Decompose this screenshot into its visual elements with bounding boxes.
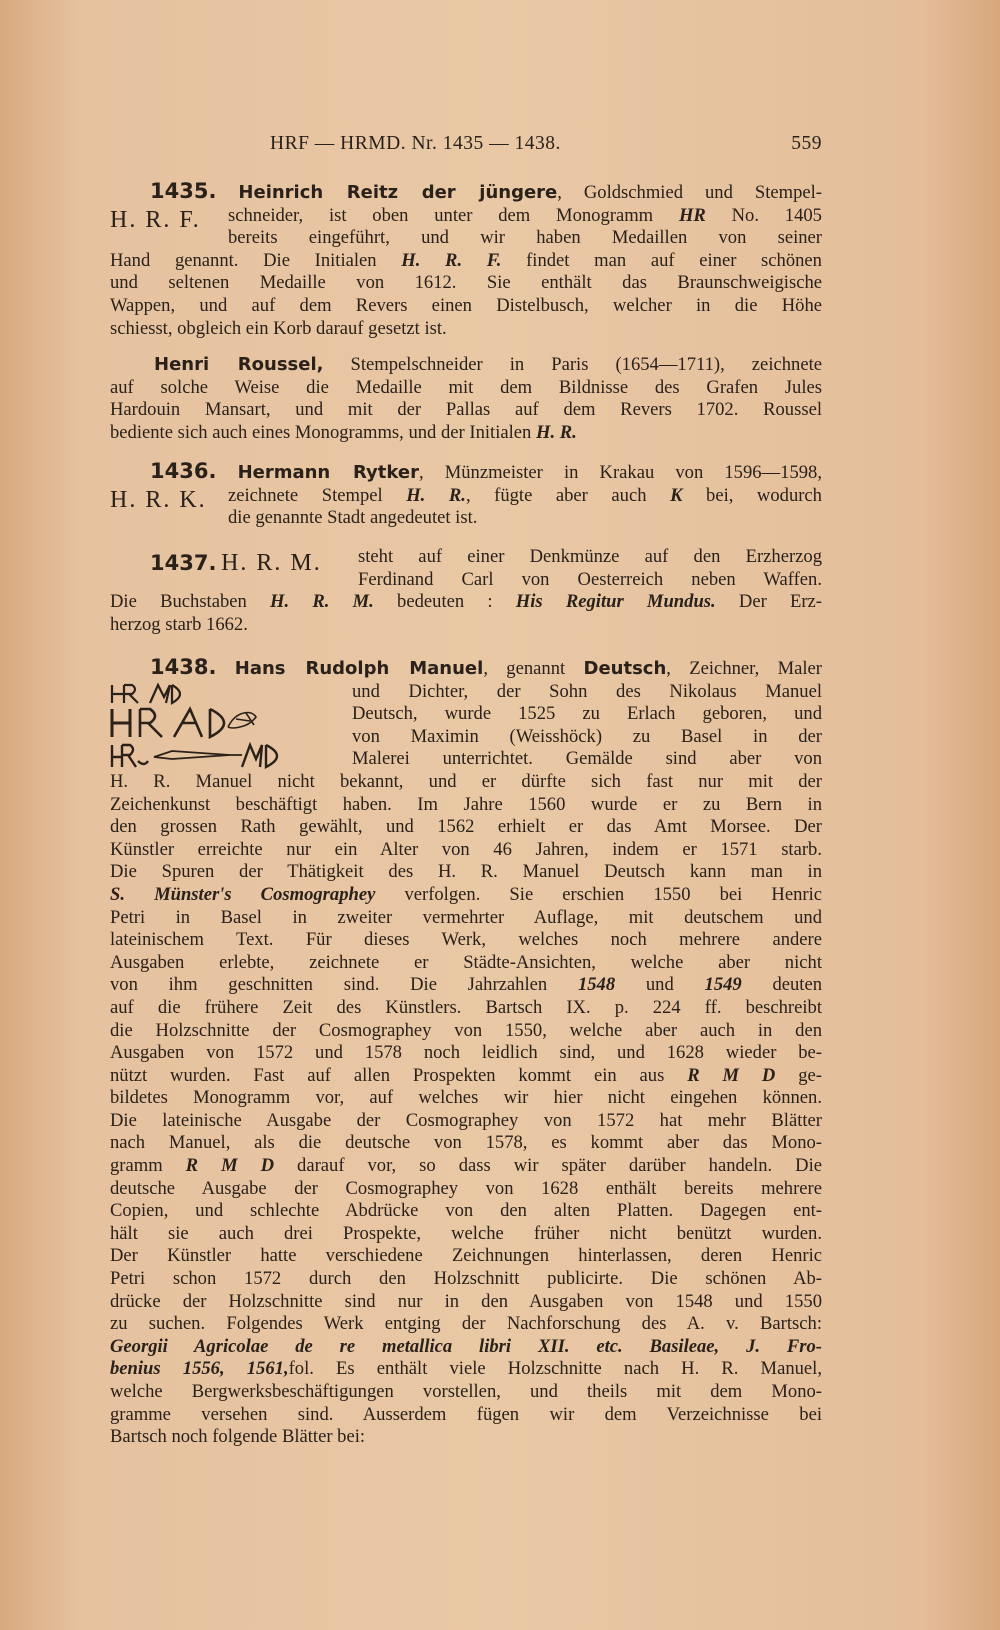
monogram-hr: HR bbox=[678, 204, 706, 226]
entry-roussel: Henri Roussel, Stempelschneider in Paris (1654—1711), zeichnete auf solche Weise die Medaille mit dem Bildnisse des Grafen Jules Hardouin Mansart, und mit der Pallas auf dem Revers 1702. Roussel bediente sich auch eines Monogramms, und der Initialen H. R. bbox=[110, 354, 822, 443]
entry-name: Henri Roussel, bbox=[154, 354, 324, 375]
entry-1437: 1437. H. R. M. steht auf einer Denkmünze auf den Erzherzog Ferdinand Carl von Oesterreich neben Waffen. Die Buchstaben H. R. M. bedeuten : His Regitur Mundus. Der Erz- herzog starb 1662. bbox=[110, 546, 822, 635]
entry-name: Heinrich Reitz der jüngere bbox=[238, 182, 558, 203]
initials-hrf: H. R. F. bbox=[110, 206, 201, 233]
monogram-hrmd-icon bbox=[110, 681, 342, 773]
entry-1438: 1438. Hans Rudolph Manuel, genannt Deutsch, Zeichner, Maler und Dichter, der Sohn des Nikolaus Manuel Deutsch, wurde 1525 zu Erlach geboren, und von Maximin (Weisshöck) zu Basel in der Malerei unterrichtet. Gemälde sind aber von H. R. Manuel nicht bekannt, und er dürfte sich fast nur mit der Zeichenkunst beschäftigt haben. Im Jahre 1560 wurde er zu Bern in den grossen Rath gewählt, und 1562 erhielt er das Amt Morsee. Der Künstler erreichte nur ein Alter von 46 Jahren, indem er 1571 starb. Die Spuren der Thätigkeit des H. R. Manuel Deutsch kann man in S. Münster's Cosmographey verfolgen. Sie erschien 1550 bei Henric Petri in Basel in zweiter vermehrter Auflage, mit deutschem und lateinischem Text. Für dieses Werk, welches noch mehrere andere Ausgaben erlebte, zeichnete er Städte-Ansichten, welche aber nicht von ihm geschnitten sind. Die Jahrzahlen 1548 und 1549 deuten auf die frühere Zeit des Künstlers. Bartsch IX. p. 224 ff. beschreibt die Holzschnitte der Cosmographey von 1550, welche aber auch in den Ausgaben von 1572 und 1578 noch leidlich sind, und 1628 wieder be- nützt wurden. Fast auf allen Prospekten kommt ein aus R M D ge- bildetes Monogramm vor, auf welches wir hier nicht eingehen können. Die lateinische Ausgabe der Cosmographey von 1572 hat mehr Blätter nach Manuel, als die deutsche von 1578, es kommt aber das Mono- gramm R M D darauf vor, so dass wir später darüber handeln. Die deutsche Ausgabe der Cosmographey von 1628 enthält bereits mehrere Copien, und schlechte Abdrücke von den alten Platten. Dagegen ent- hält sie auch drei Prospekte, welche früher nicht benützt wurden. Der Künstler hatte verschiedene Zeichnungen hinterlassen, deren Henric Petri schon 1572 durch den Holzschnitt publicirte. Die schönen Ab- drücke der Holzschnitte sind nur in den Ausgaben von 1548 und 1550 zu suchen. Folgendes Werk entging der Nachforschung des A. v. Bartsch: Georgii Agricolae de re metallica libri XII. etc. Basileae, J. Fro- benius 1556, 1561,fol. Es enthält viele Holzschnitte nach H. R. Manuel, welche Bergwerksbeschäftigungen vorstellen, und theils mit dem Mono- gramme versehen sind. Ausserdem fügen wir dem Verzeichnisse bei Bartsch noch folgende Blätter bei: bbox=[110, 655, 823, 1448]
entry-number: 1437. bbox=[150, 551, 217, 575]
entry-number: 1436. bbox=[150, 459, 217, 483]
initials-hrk: H. R. K. bbox=[110, 486, 207, 513]
entry-1435: 1435. Heinrich Reitz der jüngere, Goldschmied und Stempel- H. R. F. schneider, ist oben unter dem Monogramm HR No. 1405 bereits eingeführt, und wir haben Medaillen von seiner Hand genannt. Die Initialen H. R. F. findet man auf einer schönen und seltenen Medaille von 1612. Sie enthält das Braunschweigische Wappen, und auf dem Revers einen Distelbusch, welcher in die Höhe schiesst, obgleich ein Korb darauf gesetzt ist. bbox=[110, 179, 822, 339]
running-header bbox=[110, 133, 822, 159]
page-number: 559 bbox=[791, 133, 822, 154]
entry-1436: 1436. Hermann Rytker, Münzmeister in Krakau von 1596—1598, H. R. K. zeichnete Stempel H. R., fügte aber auch K bei, wodurch die genannte Stadt angedeutet ist. bbox=[110, 459, 822, 529]
monogram-block bbox=[110, 681, 342, 773]
header-title: HRF — HRMD. Nr. 1435 — 1438. bbox=[270, 133, 561, 154]
entry-name: Hermann Rytker bbox=[237, 462, 419, 483]
initials-hrm: H. R. M. bbox=[221, 550, 322, 576]
entry-number: 1435. bbox=[150, 179, 217, 203]
entry-number: 1438. bbox=[150, 655, 217, 679]
entry-name: Hans Rudolph Manuel bbox=[234, 658, 484, 679]
